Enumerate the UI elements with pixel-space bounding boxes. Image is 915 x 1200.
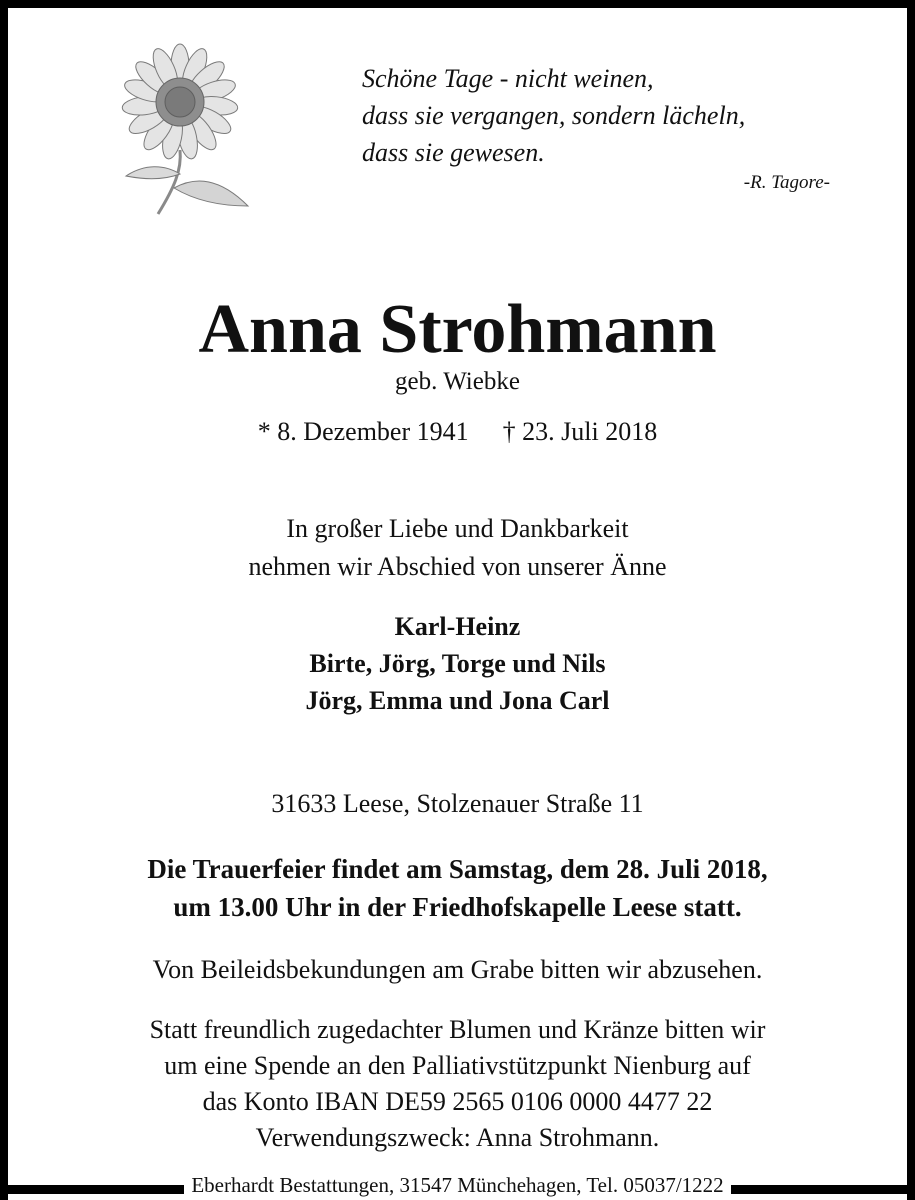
service-announcement [0,850,915,926]
mourner-line: Karl-Heinz [394,612,521,641]
address: 31633 Leese, Stolzenauer Straße 11 [271,789,644,818]
footer [0,1170,915,1200]
birth-date: * 8. Dezember 1941 [257,417,469,446]
mourner-line: Birte, Jörg, Torge und Nils [309,649,606,678]
quote-line: Schöne Tage - nicht weinen, [362,64,654,93]
service-line: Die Trauerfeier findet am Samstag, dem 28. Juli 2018, [147,854,768,884]
farewell-text [0,510,915,586]
donation-line: um eine Spende an den Palliativstützpunkt Nienburg auf [164,1051,751,1080]
farewell-line: In großer Liebe und Dankbarkeit [286,514,629,543]
donation-line: das Konto IBAN DE59 2565 0106 0000 4477 22 [202,1087,713,1116]
sunflower-icon [98,38,258,220]
death-date: † 23. Juli 2018 [502,417,658,446]
service-line: um 13.00 Uhr in der Friedhofskapelle Leese statt. [173,892,742,922]
donation-line: Verwendungszweck: Anna Strohmann. [255,1123,660,1152]
life-dates [0,416,915,448]
quote-block [362,60,862,171]
maiden-name: geb. Wiebke [395,368,520,395]
mourner-line: Jörg, Emma und Jona Carl [305,686,610,715]
quote-line: dass sie vergangen, sondern lächeln, [362,101,746,130]
donation-request [0,1012,915,1156]
quote-author: -R. Tagore- [743,172,830,193]
donation-line: Statt freundlich zugedachter Blumen und Kränze bitten wir [149,1015,766,1044]
quote-line: dass sie gewesen. [362,138,545,167]
condolence-note: Von Beileidsbekundungen am Grabe bitten wir abzusehen. [152,955,763,984]
mourners-list [0,608,915,719]
funeral-home-info: Eberhardt Bestattungen, 31547 Münchehagen, Tel. 05037/1222 [184,1173,730,1197]
farewell-line: nehmen wir Abschied von unserer Änne [248,552,667,581]
deceased-name: Anna Strohmann [198,291,717,368]
